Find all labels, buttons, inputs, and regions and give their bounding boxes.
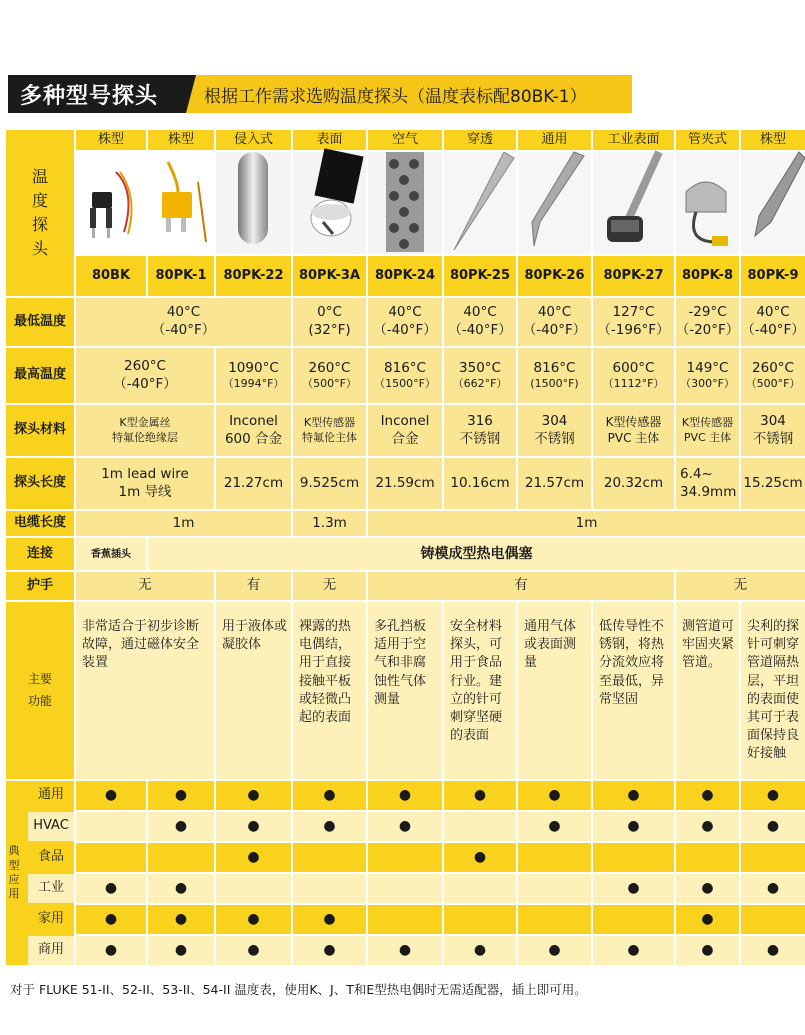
application-mark bbox=[593, 905, 674, 934]
application-mark bbox=[293, 874, 366, 903]
guard-cell: 无 bbox=[676, 572, 805, 600]
application-mark: ● bbox=[216, 812, 291, 841]
max-temp-cell: 260°C （500°F） bbox=[293, 348, 366, 403]
category-header: 株型 bbox=[148, 130, 214, 150]
material-cell: K型传感器 特氟伦主体 bbox=[293, 405, 366, 456]
length-cell: 20.32cm bbox=[593, 458, 674, 509]
cable-cell: 1m bbox=[76, 511, 291, 536]
function-cell: 测管道可牢固夹紧管道。 bbox=[676, 602, 739, 779]
table-corner-label: 温度探头 bbox=[6, 130, 74, 296]
row-label-function: 主要功能 bbox=[6, 602, 74, 779]
application-mark: ● bbox=[593, 874, 674, 903]
probe-image-80pk-22 bbox=[216, 152, 291, 254]
category-header: 穿透 bbox=[444, 130, 516, 150]
application-mark: ● bbox=[676, 781, 739, 810]
material-cell: 304 不锈钢 bbox=[518, 405, 591, 456]
application-mark: ● bbox=[676, 905, 739, 934]
row-label-min-temp: 最低温度 bbox=[6, 298, 74, 346]
function-cell: 安全材料探头，可用于食品行业。建立的针可刺穿坚硬的表面 bbox=[444, 602, 516, 779]
row-label-cable: 电缆长度 bbox=[6, 511, 74, 536]
application-mark bbox=[518, 843, 591, 872]
application-mark: ● bbox=[741, 936, 805, 965]
material-cell: Inconel 合金 bbox=[368, 405, 442, 456]
probe-image-80pk-1 bbox=[148, 152, 214, 254]
max-temp-cell: 816°C (1500°F) bbox=[518, 348, 591, 403]
application-mark: ● bbox=[148, 812, 214, 841]
application-mark bbox=[216, 874, 291, 903]
min-temp-cell: -29°C （-20°F） bbox=[676, 298, 739, 346]
surface-probe-icon bbox=[293, 152, 366, 254]
material-cell: K型金属丝 特氟伦绝缘层 bbox=[76, 405, 214, 456]
row-label-max-temp: 最高温度 bbox=[6, 348, 74, 403]
banana-plug-probe-icon bbox=[76, 152, 146, 254]
application-mark: ● bbox=[76, 874, 146, 903]
industrial-surface-probe-icon bbox=[593, 152, 674, 254]
immersion-probe-icon bbox=[216, 152, 291, 254]
application-mark: ● bbox=[148, 781, 214, 810]
application-label: 商用 bbox=[28, 936, 74, 965]
application-mark: ● bbox=[368, 812, 442, 841]
length-cell: 6.4~ 34.9mm bbox=[676, 458, 739, 509]
application-mark: ● bbox=[148, 874, 214, 903]
application-mark: ● bbox=[368, 781, 442, 810]
function-cell: 通用气体或表面测量 bbox=[518, 602, 591, 779]
length-cell: 1m lead wire 1m 导线 bbox=[76, 458, 214, 509]
application-mark bbox=[741, 843, 805, 872]
applications-group: 典型应用 bbox=[6, 781, 74, 965]
min-temp-cell: 127°C （-196°F） bbox=[593, 298, 674, 346]
material-cell: K型传感器 PVC 主体 bbox=[593, 405, 674, 456]
guard-cell: 无 bbox=[76, 572, 214, 600]
application-mark: ● bbox=[148, 905, 214, 934]
model-name: 80PK-9 bbox=[741, 256, 805, 296]
application-mark: ● bbox=[76, 781, 146, 810]
material-cell: Inconel 600 合金 bbox=[216, 405, 291, 456]
piercing-probe-icon bbox=[741, 152, 805, 254]
general-probe-icon bbox=[518, 152, 591, 254]
application-mark: ● bbox=[676, 874, 739, 903]
penetration-probe-icon bbox=[444, 152, 516, 254]
application-mark: ● bbox=[444, 843, 516, 872]
model-name: 80PK-8 bbox=[676, 256, 739, 296]
application-mark: ● bbox=[368, 936, 442, 965]
guard-cell: 无 bbox=[293, 572, 366, 600]
application-mark bbox=[368, 874, 442, 903]
application-mark: ● bbox=[518, 812, 591, 841]
model-name: 80PK-3A bbox=[293, 256, 366, 296]
application-mark bbox=[368, 905, 442, 934]
application-mark: ● bbox=[293, 781, 366, 810]
category-header: 株型 bbox=[76, 130, 146, 150]
application-label: 通用 bbox=[28, 781, 74, 810]
probe-spec-table bbox=[6, 130, 805, 968]
category-header: 管夹式 bbox=[676, 130, 739, 150]
length-cell: 9.525cm bbox=[293, 458, 366, 509]
guard-cell: 有 bbox=[216, 572, 291, 600]
row-label-connection: 连接 bbox=[6, 538, 74, 570]
function-cell: 多孔挡板适用于空气和非腐蚀性气体测量 bbox=[368, 602, 442, 779]
model-name: 80BK bbox=[76, 256, 146, 296]
length-cell: 21.57cm bbox=[518, 458, 591, 509]
application-label: 工业 bbox=[28, 874, 74, 903]
banner-title: 多种型号探头 bbox=[8, 75, 186, 113]
k-type-plug-probe-icon bbox=[148, 152, 214, 254]
application-mark: ● bbox=[676, 936, 739, 965]
application-label: 家用 bbox=[28, 905, 74, 934]
min-temp-cell: 40°C （-40°F） bbox=[741, 298, 805, 346]
model-name: 80PK-24 bbox=[368, 256, 442, 296]
connection-cell: 香蕉插头 bbox=[76, 538, 146, 570]
application-mark bbox=[444, 812, 516, 841]
application-mark: ● bbox=[444, 781, 516, 810]
max-temp-cell: 350°C （662°F） bbox=[444, 348, 516, 403]
application-mark bbox=[148, 843, 214, 872]
probe-image-80pk-8 bbox=[676, 152, 739, 254]
min-temp-cell: 40°C （-40°F） bbox=[368, 298, 442, 346]
probe-image-80pk-25 bbox=[444, 152, 516, 254]
application-mark: ● bbox=[444, 936, 516, 965]
length-cell: 21.59cm bbox=[368, 458, 442, 509]
length-cell: 21.27cm bbox=[216, 458, 291, 509]
probe-image-80pk-27 bbox=[593, 152, 674, 254]
application-mark: ● bbox=[593, 936, 674, 965]
application-mark: ● bbox=[593, 781, 674, 810]
application-mark: ● bbox=[148, 936, 214, 965]
application-mark: ● bbox=[216, 781, 291, 810]
application-mark bbox=[368, 843, 442, 872]
connection-cell: 铸模成型热电偶塞 bbox=[148, 538, 805, 570]
probe-image-80pk-3a bbox=[293, 152, 366, 254]
category-header: 工业表面 bbox=[593, 130, 674, 150]
title-banner bbox=[8, 75, 632, 113]
air-probe-icon bbox=[368, 152, 442, 254]
material-cell: 316 不锈钢 bbox=[444, 405, 516, 456]
application-mark: ● bbox=[76, 936, 146, 965]
max-temp-cell: 600°C （1112°F） bbox=[593, 348, 674, 403]
pipe-clamp-probe-icon bbox=[676, 152, 739, 254]
application-mark: ● bbox=[518, 936, 591, 965]
material-cell: 304 不锈钢 bbox=[741, 405, 805, 456]
min-temp-cell: 40°C （-40°F） bbox=[444, 298, 516, 346]
row-label-length: 探头长度 bbox=[6, 458, 74, 509]
application-mark bbox=[76, 812, 146, 841]
max-temp-cell: 149°C （300°F） bbox=[676, 348, 739, 403]
category-header: 株型 bbox=[741, 130, 805, 150]
application-mark bbox=[741, 905, 805, 934]
max-temp-cell: 1090°C （1994°F） bbox=[216, 348, 291, 403]
application-mark: ● bbox=[593, 812, 674, 841]
application-mark bbox=[444, 905, 516, 934]
application-mark: ● bbox=[293, 905, 366, 934]
category-header: 空气 bbox=[368, 130, 442, 150]
model-name: 80PK-26 bbox=[518, 256, 591, 296]
min-temp-cell: 40°C （-40°F） bbox=[518, 298, 591, 346]
function-cell: 非常适合于初步诊断故障，通过磁体安全装置 bbox=[76, 602, 214, 779]
banner-notch bbox=[186, 75, 196, 113]
function-cell: 用于液体或凝胶体 bbox=[216, 602, 291, 779]
application-mark: ● bbox=[741, 812, 805, 841]
row-label-guard: 护手 bbox=[6, 572, 74, 600]
probe-image-80pk-9 bbox=[741, 152, 805, 254]
application-mark bbox=[518, 905, 591, 934]
footnote: 对于 FLUKE 51-II、52-II、53-II、54-II 温度表，使用K、J、T和E型热电偶时无需适配器，插上即可用。 bbox=[10, 982, 587, 997]
application-mark: ● bbox=[216, 905, 291, 934]
application-mark: ● bbox=[216, 843, 291, 872]
category-header: 表面 bbox=[293, 130, 366, 150]
max-temp-cell: 260°C （-40°F） bbox=[76, 348, 214, 403]
min-temp-cell: 0°C (32°F) bbox=[293, 298, 366, 346]
cable-cell: 1.3m bbox=[293, 511, 366, 536]
application-mark: ● bbox=[293, 812, 366, 841]
application-mark bbox=[676, 843, 739, 872]
application-mark bbox=[76, 843, 146, 872]
min-temp-cell: 40°C （-40°F） bbox=[76, 298, 291, 346]
application-mark: ● bbox=[293, 936, 366, 965]
cable-cell: 1m bbox=[368, 511, 805, 536]
application-mark bbox=[518, 874, 591, 903]
material-cell: K型传感器 PVC 主体 bbox=[676, 405, 739, 456]
function-cell: 裸露的热电偶结，用于直接接触平板或轻微凸起的表面 bbox=[293, 602, 366, 779]
max-temp-cell: 816°C （1500°F） bbox=[368, 348, 442, 403]
application-mark: ● bbox=[741, 874, 805, 903]
application-mark: ● bbox=[741, 781, 805, 810]
model-name: 80PK-25 bbox=[444, 256, 516, 296]
function-cell: 尖利的探针可刺穿管道隔热层，平坦的表面使其可于表面保持良好接触 bbox=[741, 602, 805, 779]
application-mark: ● bbox=[518, 781, 591, 810]
probe-image-80bk bbox=[76, 152, 146, 254]
application-mark: ● bbox=[676, 812, 739, 841]
application-mark: ● bbox=[216, 936, 291, 965]
function-cell: 低传导性不锈钢，将热分流效应将至最低，异常坚固 bbox=[593, 602, 674, 779]
application-mark bbox=[593, 843, 674, 872]
probe-image-80pk-24 bbox=[368, 152, 442, 254]
model-name: 80PK-27 bbox=[593, 256, 674, 296]
application-label: 食品 bbox=[28, 843, 74, 872]
application-mark bbox=[444, 874, 516, 903]
category-header: 通用 bbox=[518, 130, 591, 150]
banner-subtitle: 根据工作需求选购温度探头（温度表标配80BK-1） bbox=[204, 86, 587, 107]
probe-image-80pk-26 bbox=[518, 152, 591, 254]
row-label-material: 探头材料 bbox=[6, 405, 74, 456]
application-mark bbox=[293, 843, 366, 872]
model-name: 80PK-1 bbox=[148, 256, 214, 296]
length-cell: 10.16cm bbox=[444, 458, 516, 509]
max-temp-cell: 260°C （500°F） bbox=[741, 348, 805, 403]
application-mark: ● bbox=[76, 905, 146, 934]
length-cell: 15.25cm bbox=[741, 458, 805, 509]
application-label: HVAC bbox=[28, 812, 74, 841]
category-header: 侵入式 bbox=[216, 130, 291, 150]
model-name: 80PK-22 bbox=[216, 256, 291, 296]
guard-cell: 有 bbox=[368, 572, 674, 600]
